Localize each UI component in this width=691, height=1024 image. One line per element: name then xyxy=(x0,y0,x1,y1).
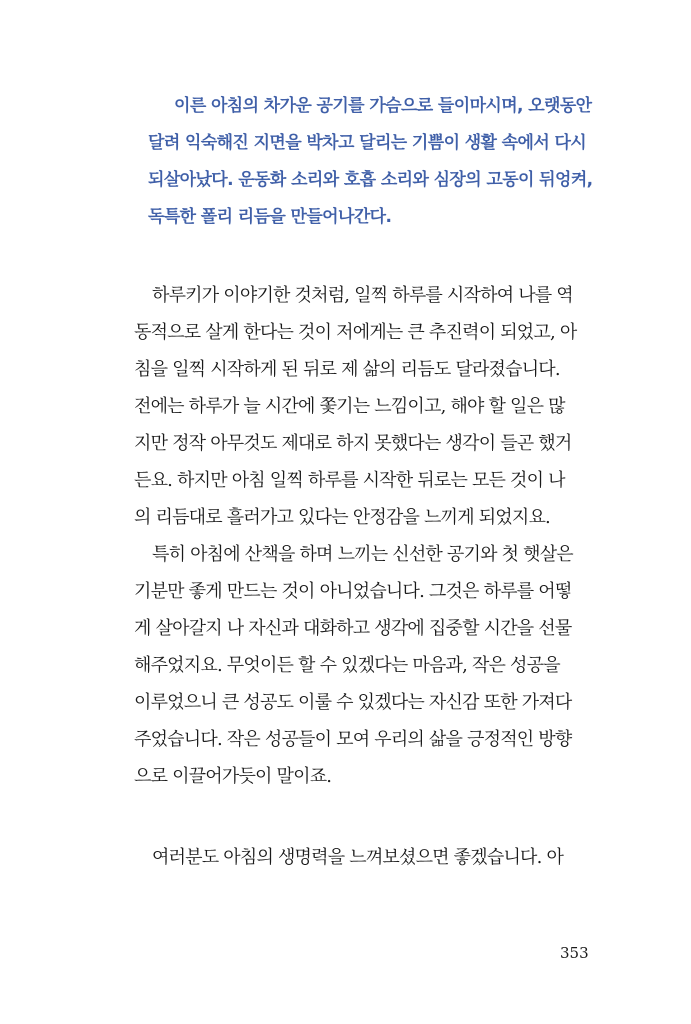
body-line: 기분만 좋게 만드는 것이 아니었습니다. 그것은 하루를 어떻 xyxy=(134,581,572,602)
body-line: 여러분도 아침의 생명력을 느껴보셨으면 좋겠습니다. 아 xyxy=(152,847,564,868)
paragraph-3 xyxy=(134,839,604,876)
body-line: 침을 일찍 시작하게 된 뒤로 제 삶의 리듬도 달라졌습니다. xyxy=(134,359,560,380)
paragraph-1 xyxy=(134,277,604,536)
body-line: 지만 정작 아무것도 제대로 하지 못했다는 생각이 들곤 했거 xyxy=(134,433,572,454)
body-line: 의 리듬대로 흘러가고 있다는 안정감을 느끼게 되었지요. xyxy=(134,507,550,528)
paragraph-2 xyxy=(134,536,604,795)
quote-line: 되살아났다. 운동화 소리와 호흡 소리와 심장의 고동이 뒤엉켜, xyxy=(148,170,593,190)
quote-line: 이른 아침의 차가운 공기를 가슴으로 들이마시며, 오랫동안 xyxy=(174,96,592,116)
page-number: 353 xyxy=(560,944,589,962)
body-line: 게 살아갈지 나 자신과 대화하고 생각에 집중할 시간을 선물 xyxy=(134,618,572,639)
quote-line: 독특한 폴리 리듬을 만들어나간다. xyxy=(148,207,392,227)
blue-quote-block xyxy=(148,88,608,236)
body-line: 든요. 하지만 아침 일찍 하루를 시작한 뒤로는 모든 것이 나 xyxy=(134,470,565,491)
body-line: 전에는 하루가 늘 시간에 쫓기는 느낌이고, 해야 할 일은 많 xyxy=(134,396,565,417)
body-line: 특히 아침에 산책을 하며 느끼는 신선한 공기와 첫 햇살은 xyxy=(152,544,573,565)
body-line: 주었습니다. 작은 성공들이 모여 우리의 삶을 긍정적인 방향 xyxy=(134,729,572,750)
body-line: 해주었지요. 무엇이든 할 수 있겠다는 마음과, 작은 성공을 xyxy=(134,655,560,676)
body-line: 하루키가 이야기한 것처럼, 일찍 하루를 시작하여 나를 역 xyxy=(152,285,573,306)
body-line: 이루었으니 큰 성공도 이룰 수 있겠다는 자신감 또한 가져다 xyxy=(134,692,572,713)
body-line: 동적으로 살게 한다는 것이 저에게는 큰 추진력이 되었고, 아 xyxy=(134,322,577,343)
body-line: 으로 이끌어가듯이 말이죠. xyxy=(134,766,332,787)
quote-line: 달려 익숙해진 지면을 박차고 달리는 기쁨이 생활 속에서 다시 xyxy=(148,133,587,153)
